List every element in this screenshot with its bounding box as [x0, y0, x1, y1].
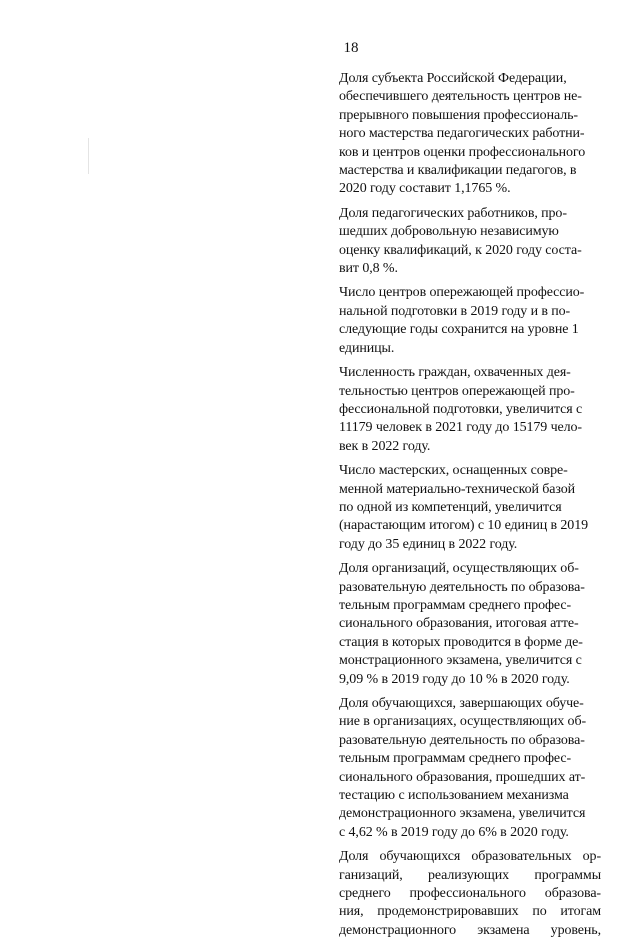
paragraph-workshops: Число мастерских, оснащенных совре- менной материально-технической базой по одной из компетенций, увеличится (нарастающим итогом) с 10 единиц в 2019 году до 35 единиц в 2022 году.	[339, 463, 589, 552]
paragraph-subject-share: Доля субъекта Российской Федерации, обеспечившего деятельность центров не- прерывного повышения профессиональ- ного мастерства педагогических работни- ков и центров оценки профессионального мастерства и квалификации педагогов, в 2020 году составит 1,1765 %.	[339, 71, 586, 197]
paragraph-citizens-count: Численность граждан, охваченных дея- тельностью центров опережающей про- фессиональной подготовки, увеличится с 11179 человек в 2021 году до 15179 чело- век в 2022 году.	[339, 365, 583, 454]
paragraph-students-share: Доля обучающихся, завершающих обуче- ние в организациях, осуществляющих об- разовательную деятельность по образова- тельным программам среднего профес- сионального образования, прошедших ат- тестацию с использованием механизма демонстрационного экзамена, увеличится с 4,62 % в 2019 году до 6% в 2020 году.	[339, 696, 587, 840]
text-column	[339, 70, 601, 940]
paragraph-teacher-assessment: Доля педагогических работников, про- шедших добровольную независимую оценку квалификаций, к 2020 году соста- вит 0,8 %.	[339, 205, 582, 277]
paragraph-students-demo-exam: Доля обучающихся образовательных ор- ганизаций, реализующих программы среднего профессионального образова- ния, продемонстрировавших по итогам демонстрационного экзамена уровень,	[339, 849, 601, 938]
paragraph-training-centers: Число центров опережающей профессио- нальной подготовки в 2019 году и в по- следующие годы сохранится на уровне 1 единицы.	[339, 285, 585, 356]
paragraph-organizations-share: Доля организаций, осуществляющих об- разовательную деятельность по образова- тельным программам среднего профес- сионального образования, итоговая атте- стация в которых проводится в форме де- монстрационного экзамена, увеличится с 9,09 % в 2019 году до 10 % в 2020 году.	[339, 561, 585, 687]
page-number: 18	[343, 40, 359, 56]
scan-margin-mark	[88, 138, 89, 174]
